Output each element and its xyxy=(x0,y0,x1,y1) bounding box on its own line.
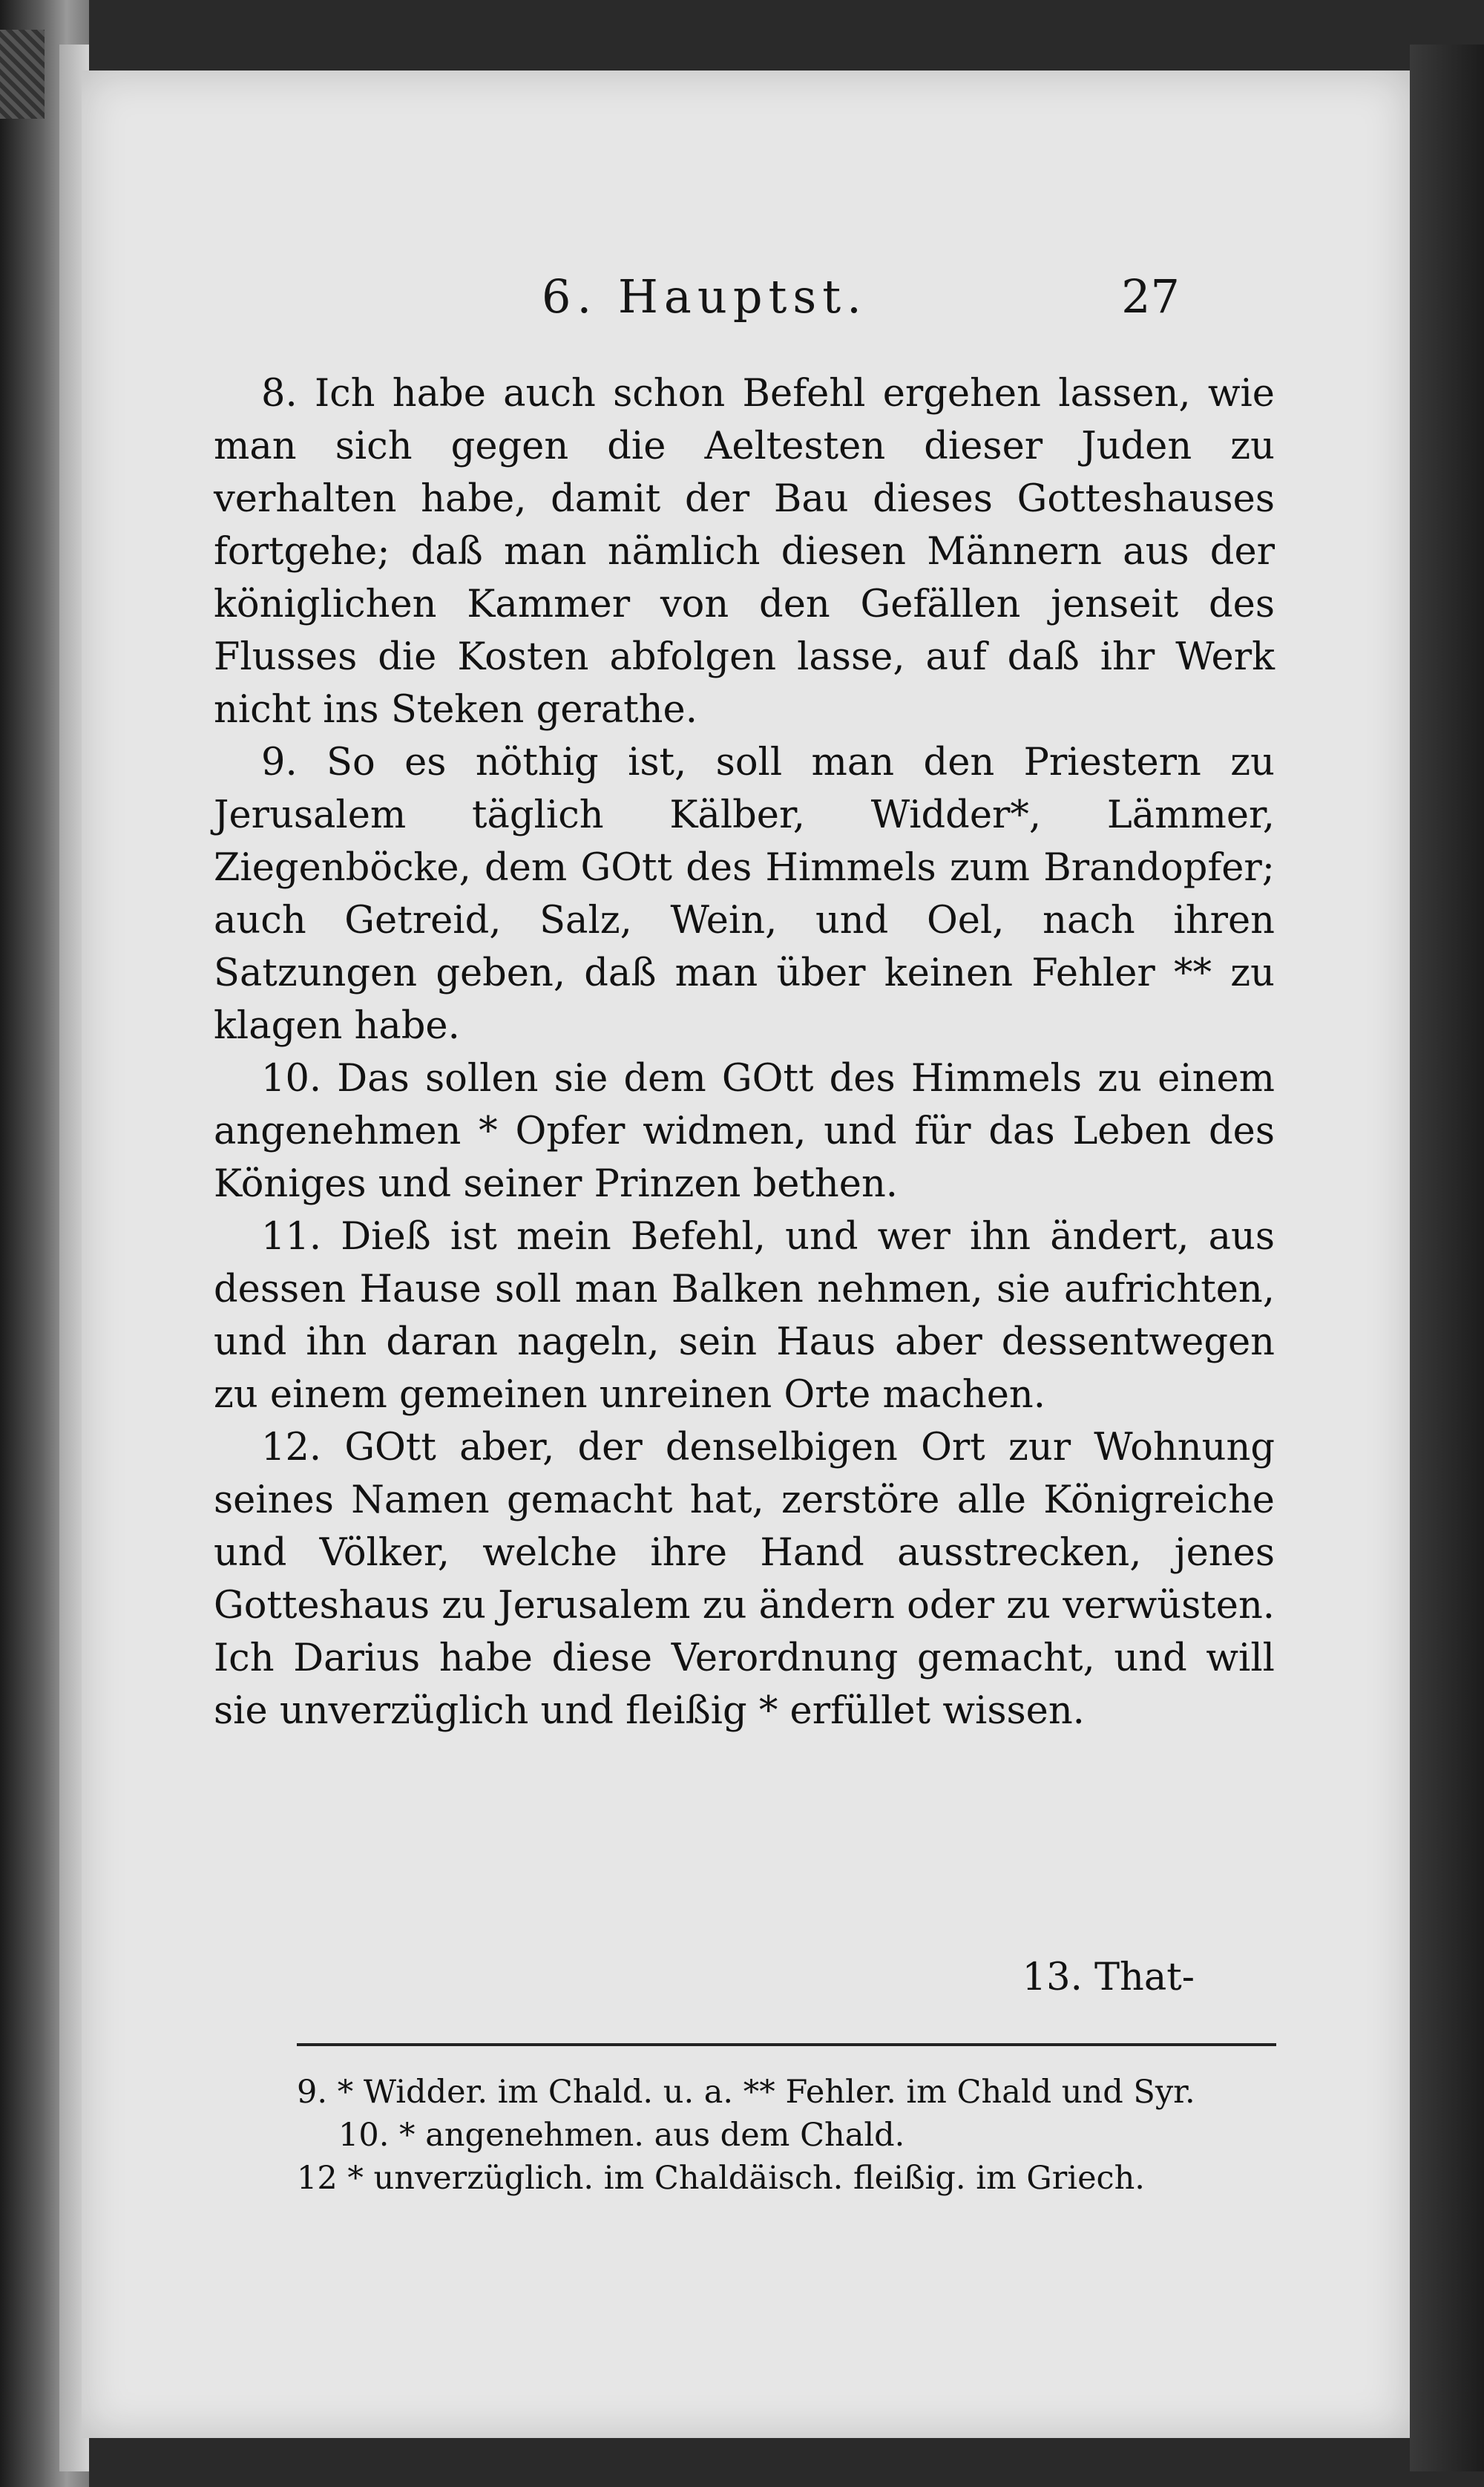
footnote-12: 12 * unverzüglich. im Chaldäisch. fleißig. im Griech. xyxy=(297,2160,1145,2197)
paragraph-8: 8. Ich habe auch schon Befehl ergehen lassen, wie man sich gegen die Aeltesten dieser Juden zu verhalten habe, damit der Bau dieses Gotteshauses fortgehe; daß man nämlich diesen Männern aus der königlichen Kammer von den Gefällen jenseit des Flusses die Kosten abfolgen lasse, auf daß ihr Werk nicht ins Steken gerathe. xyxy=(214,372,1275,732)
running-header xyxy=(82,269,1410,336)
paragraph-12: 12. GOtt aber, der denselbigen Ort zur Wohnung seines Namen gemacht hat, zerstöre alle Königreiche und Völker, welche ihre Hand ausstrecken, jenes Gotteshaus zu Jerusalem zu ändern oder zu verwüsten. Ich Darius habe diese Verordnung gemacht, und will sie unverzüglich und fleißig * erfüllet wissen. xyxy=(214,1426,1275,1733)
footnote-10: 10. * angenehmen. aus dem Chald. xyxy=(338,2117,905,2154)
paragraph-10: 10. Das sollen sie dem GOtt des Himmels zu einem angenehmen * Opfer widmen, und für das Leben des Königes und seiner Prinzen bethen. xyxy=(214,1057,1275,1206)
catchword: 13. That- xyxy=(1022,1956,1195,1999)
footnotes xyxy=(297,2071,1284,2200)
chapter-title: 6. Hauptst. xyxy=(542,269,867,324)
right-page-stack xyxy=(1410,45,1484,2471)
paragraph-11: 11. Dieß ist mein Befehl, und wer ihn ändert, aus dessen Hause soll man Balken nehmen, sie aufrichten, und ihn daran nageln, sein Haus aber dessentwegen zu einem gemeinen unreinen Orte machen. xyxy=(214,1215,1275,1417)
page-number: 27 xyxy=(1121,269,1180,324)
paragraph-9: 9. So es nöthig ist, soll man den Priestern zu Jerusalem täglich Kälber, Widder*, Lämmer, Ziegenböcke, dem GOtt des Himmels zum Brandopfer; auch Getreid, Salz, Wein, und Oel, nach ihren Satzungen geben, daß man über keinen Fehler ** zu klagen habe. xyxy=(214,741,1275,1048)
spine-cloth-texture xyxy=(0,30,45,119)
main-text xyxy=(214,367,1275,1737)
footnote-9: 9. * Widder. im Chald. u. a. ** Fehler. im Chald und Syr. xyxy=(297,2074,1195,2111)
footnote-rule xyxy=(297,2043,1276,2046)
book-page xyxy=(82,71,1410,2438)
